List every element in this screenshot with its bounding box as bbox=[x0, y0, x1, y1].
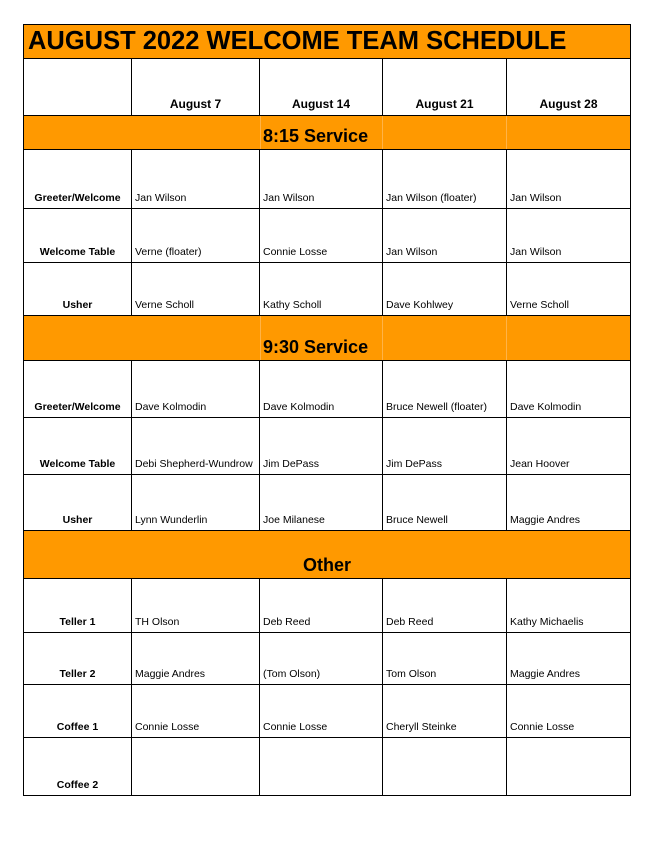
section-header-815 bbox=[24, 116, 630, 150]
table-cell: Debi Shepherd-Wundrow bbox=[132, 418, 260, 474]
table-row bbox=[24, 150, 630, 209]
table-cell: Bruce Newell bbox=[383, 475, 507, 530]
section-header-blank bbox=[383, 316, 507, 360]
table-cell: TH Olson bbox=[132, 579, 260, 632]
role-label: Welcome Table bbox=[24, 418, 132, 474]
table-cell: Dave Kolmodin bbox=[260, 361, 383, 417]
table-cell: Jan Wilson bbox=[510, 192, 562, 204]
table-cell: Lynn Wunderlin bbox=[132, 475, 260, 530]
table-cell: Jean Hoover bbox=[510, 458, 570, 470]
table-row bbox=[24, 579, 630, 633]
section-title: 9:30 Service bbox=[260, 316, 383, 360]
table-cell: Dave Kolmodin bbox=[510, 401, 582, 413]
table-cell: Tom Olson bbox=[383, 633, 507, 684]
section-header-blank bbox=[24, 116, 260, 149]
role-label: Greeter/Welcome bbox=[24, 150, 132, 208]
section-header-blank bbox=[24, 316, 260, 360]
table-row bbox=[24, 361, 630, 418]
section-header-blank bbox=[383, 116, 507, 149]
table-cell: Dave Kohlwey bbox=[383, 263, 507, 315]
table-cell: Bruce Newell (floater) bbox=[383, 361, 507, 417]
table-cell: Dave Kolmodin bbox=[132, 361, 260, 417]
header-cell-august-14: August 14 bbox=[260, 59, 383, 115]
section-header-other bbox=[24, 531, 630, 579]
table-cell: Jan Wilson bbox=[132, 150, 260, 208]
table-cell: Connie Losse bbox=[260, 209, 383, 262]
role-label: Usher bbox=[24, 263, 132, 315]
table-row bbox=[24, 418, 630, 475]
table-cell: Connie Losse bbox=[132, 685, 260, 737]
table-row bbox=[24, 263, 630, 316]
section-title: Other bbox=[302, 555, 351, 575]
table-cell: (Tom Olson) bbox=[260, 633, 383, 684]
table-cell: Jim DePass bbox=[260, 418, 383, 474]
table-row bbox=[24, 738, 630, 796]
table-cell: Maggie Andres bbox=[132, 633, 260, 684]
table-cell: Deb Reed bbox=[383, 579, 507, 632]
table-cell: Deb Reed bbox=[260, 579, 383, 632]
section-header-930 bbox=[24, 316, 630, 361]
table-cell: Maggie Andres bbox=[510, 668, 581, 680]
header-cell-august-28: August 28 bbox=[539, 97, 598, 111]
header-cell-empty bbox=[24, 59, 132, 115]
role-label: Greeter/Welcome bbox=[24, 361, 132, 417]
header-row bbox=[24, 59, 630, 116]
table-cell: Joe Milanese bbox=[260, 475, 383, 530]
table-row bbox=[24, 475, 630, 531]
role-label: Usher bbox=[24, 475, 132, 530]
section-header-blank bbox=[507, 116, 630, 149]
role-label: Coffee 1 bbox=[24, 685, 132, 737]
header-cell-august-7: August 7 bbox=[132, 59, 260, 115]
table-cell: Verne Scholl bbox=[510, 299, 569, 311]
table-cell bbox=[132, 738, 260, 795]
table-cell bbox=[383, 738, 507, 795]
table-cell: Jim DePass bbox=[383, 418, 507, 474]
table-cell: Cheryll Steinke bbox=[383, 685, 507, 737]
table-cell: Connie Losse bbox=[510, 721, 575, 733]
table-cell: Verne (floater) bbox=[132, 209, 260, 262]
role-label: Welcome Table bbox=[24, 209, 132, 262]
page-title: AUGUST 2022 WELCOME TEAM SCHEDULE bbox=[24, 25, 630, 59]
schedule-sheet bbox=[23, 24, 631, 796]
role-label: Teller 1 bbox=[24, 579, 132, 632]
table-cell: Kathy Scholl bbox=[260, 263, 383, 315]
table-cell: Jan Wilson bbox=[260, 150, 383, 208]
table-cell: Kathy Michaelis bbox=[510, 616, 584, 628]
table-cell: Verne Scholl bbox=[132, 263, 260, 315]
table-cell: Jan Wilson (floater) bbox=[383, 150, 507, 208]
role-label: Coffee 2 bbox=[24, 738, 132, 795]
table-row bbox=[24, 633, 630, 685]
table-cell: Connie Losse bbox=[260, 685, 383, 737]
section-header-blank bbox=[507, 316, 630, 360]
table-row bbox=[24, 685, 630, 738]
section-title: 8:15 Service bbox=[260, 116, 383, 149]
table-cell bbox=[260, 738, 383, 795]
role-label: Teller 2 bbox=[24, 633, 132, 684]
table-cell: Maggie Andres bbox=[510, 514, 581, 526]
table-cell bbox=[507, 738, 630, 795]
table-cell: Jan Wilson bbox=[383, 209, 507, 262]
table-row bbox=[24, 209, 630, 263]
table-cell: Jan Wilson bbox=[510, 246, 562, 258]
header-cell-august-21: August 21 bbox=[383, 59, 507, 115]
